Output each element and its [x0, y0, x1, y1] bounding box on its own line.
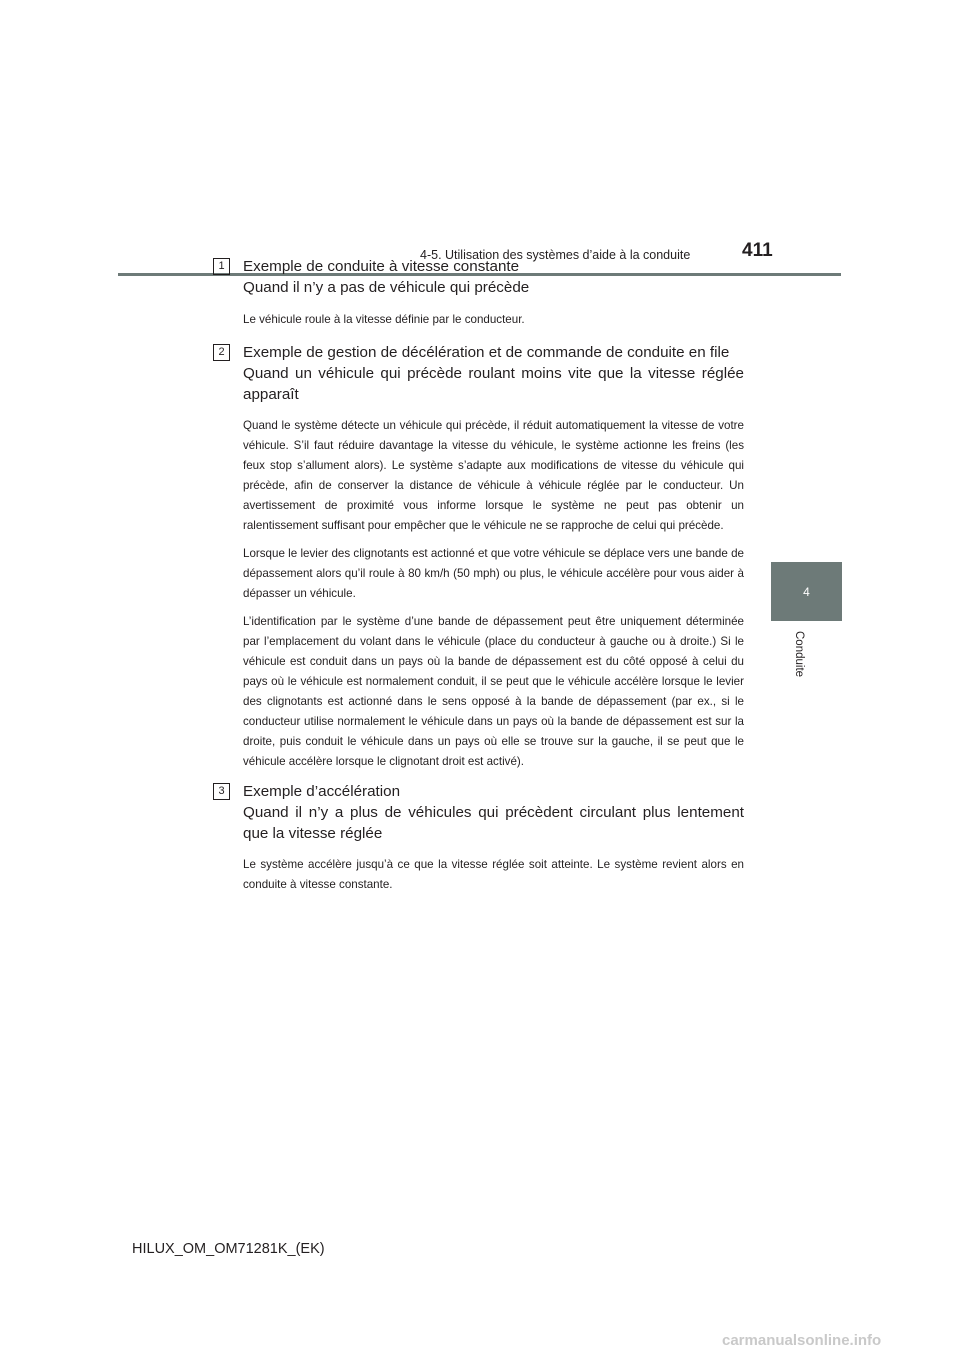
- item-paragraph: Quand le système détecte un véhicule qui précède, il réduit automatiquement la vitesse de votre véhicule. S’il faut réduire davantage la vitesse du véhicule, le système actionne les freins (les feux stop s’allument alors). Le système s’adapte aux modifications de vitesse du véhicule qui précède, afin de conserver la distance de véhicule à véhicule réglée par le conducteur. Un avertissement de proximité vous informe lorsque le système ne peut pas obtenir un ralentissement suffisant pour empêcher que le véhicule ne se rapproche de celui qui précède.: [243, 419, 744, 532]
- item-heading: [243, 256, 744, 298]
- chapter-number: 4: [803, 584, 810, 599]
- item-heading: [243, 781, 744, 844]
- chapter-tab[interactable]: [771, 562, 842, 621]
- item-heading-line: Quand il n’y a plus de véhicules qui précèdent circulant plus lentement que la vitesse réglée: [243, 804, 744, 842]
- item-number-badge: 2: [213, 344, 230, 361]
- page-number: 411: [742, 240, 773, 261]
- watermark[interactable]: carmanualsonline.info: [722, 1332, 882, 1349]
- section-title: 4-5. Utilisation des systèmes d’aide à la conduite: [420, 248, 691, 262]
- page-content: [213, 256, 744, 895]
- item-heading-line: Exemple de conduite à vitesse constante: [243, 258, 520, 275]
- item-heading-line: Quand il n’y a pas de véhicule qui précède: [243, 279, 530, 296]
- chapter-label: Conduite: [793, 631, 805, 678]
- item-paragraph: Le véhicule roule à la vitesse définie par le conducteur.: [243, 313, 525, 326]
- document-code: HILUX_OM_OM71281K_(EK): [132, 1241, 325, 1257]
- list-item: [213, 342, 744, 772]
- item-paragraph: L’identification par le système d’une bande de dépassement peut être uniquement déterminée par l’emplacement du volant dans le véhicule (place du conducteur à gauche ou à droite.) Si le véhicule est conduit dans un pays où la bande de dépassement est du côté opposé à celui du pays où le véhicule est normalement conduit, il se peut que le véhicule accélère lorsque le levier des clignotants est actionné dans le sens opposé à la bande de dépassement (par ex., si le conducteur utilise normalement le véhicule dans un pays où la bande de dépassement est sur la droite, puis conduit le véhicule dans un pays où elle se trouve sur la gauche, il se peut que le véhicule accélère lorsque le clignotant droit est activé).: [243, 615, 744, 768]
- item-heading-line: Exemple d’accélération: [243, 783, 401, 800]
- list-item: [213, 781, 744, 895]
- item-heading-line: Exemple de gestion de décélération et de commande de conduite en file: [243, 344, 730, 361]
- item-heading: [243, 342, 744, 405]
- item-paragraph: Le système accélère jusqu’à ce que la vitesse réglée soit atteinte. Le système revient alors en conduite à vitesse constante.: [243, 858, 744, 891]
- item-heading-line: Quand un véhicule qui précède roulant moins vite que la vitesse réglée apparaît: [243, 365, 744, 403]
- item-paragraph: Lorsque le levier des clignotants est actionné et que votre véhicule se déplace vers une bande de dépassement alors qu’il roule à 80 km/h (50 mph) ou plus, le véhicule accélère pour vous aider à dépasser un véhicule.: [243, 547, 744, 600]
- item-number-badge: 3: [213, 783, 230, 800]
- item-number-badge: 1: [213, 258, 230, 275]
- list-item: [213, 256, 744, 330]
